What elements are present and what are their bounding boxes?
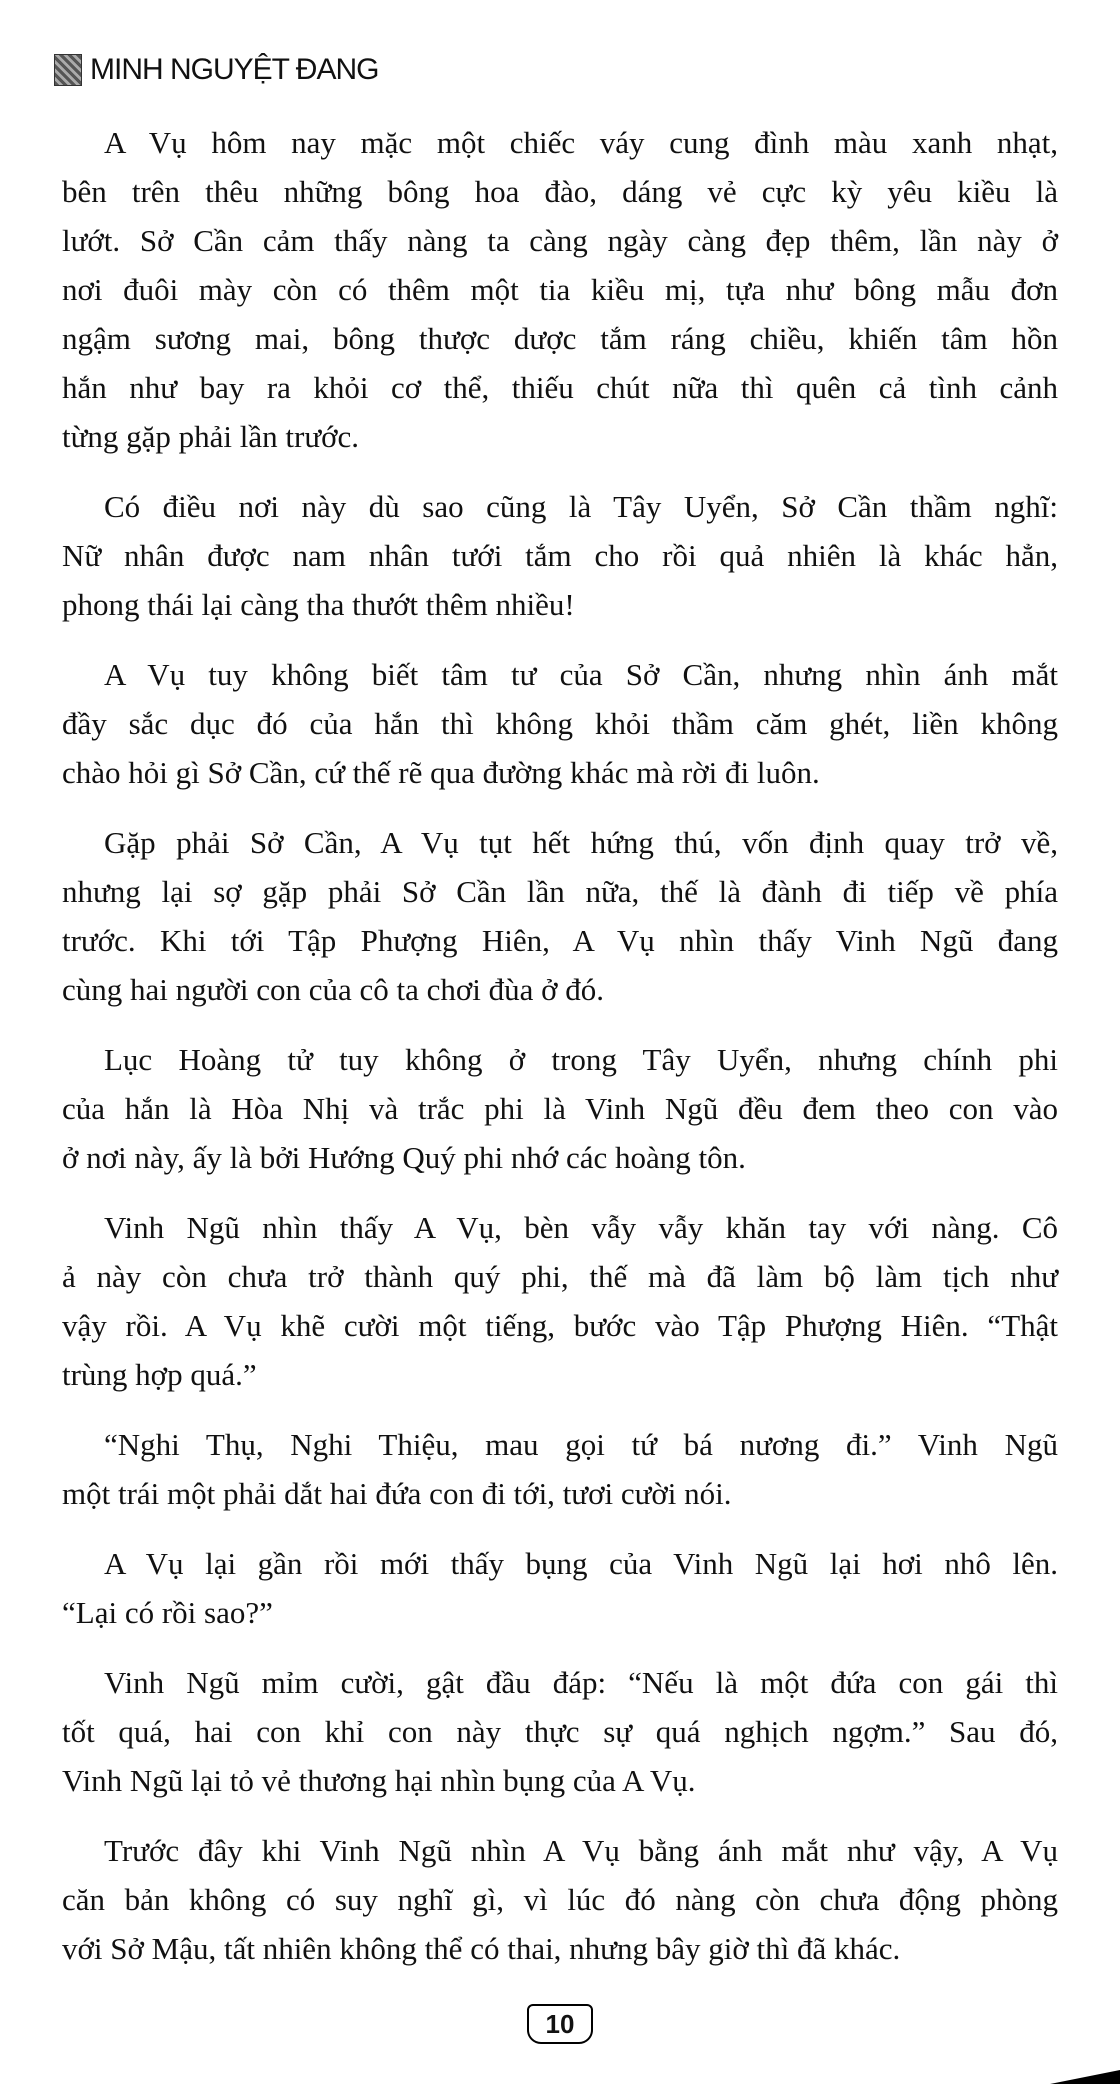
paragraph [62, 1035, 1058, 1182]
text-line: ngậm sương mai, bông thược dược tắm ráng chiều, khiến tâm hồn [62, 321, 1058, 356]
text-line: Vinh Ngũ lại tỏ vẻ thương hại nhìn bụng của A Vụ. [62, 1763, 696, 1798]
text-line: ả này còn chưa trở thành quý phi, thế mà đã làm bộ làm tịch như [62, 1259, 1058, 1294]
text-line: Trước đây khi Vinh Ngũ nhìn A Vụ bằng ánh mắt như vậy, A Vụ [104, 1833, 1058, 1868]
text-line: Có điều nơi này dù sao cũng là Tây Uyển, Sở Cần thầm nghĩ: [104, 489, 1058, 524]
text-line: “Nghi Thụ, Nghi Thiệu, mau gọi tứ bá nương đi.” Vinh Ngũ [104, 1427, 1058, 1462]
paragraph [62, 118, 1058, 461]
text-line: Vinh Ngũ mỉm cười, gật đầu đáp: “Nếu là một đứa con gái thì [104, 1665, 1058, 1700]
text-line: “Lại có rồi sao?” [62, 1595, 273, 1630]
text-line: trước. Khi tới Tập Phượng Hiên, A Vụ nhìn thấy Vinh Ngũ đang [62, 923, 1058, 958]
text-line: căn bản không có suy nghĩ gì, vì lúc đó nàng còn chưa động phòng [62, 1882, 1058, 1917]
page-number: 10 [527, 2004, 593, 2044]
text-line: cùng hai người con của cô ta chơi đùa ở đó. [62, 972, 605, 1007]
text-line: A Vụ tuy không biết tâm tư của Sở Cần, nhưng nhìn ánh mắt [104, 657, 1058, 692]
text-line: từng gặp phải lần trước. [62, 419, 360, 454]
text-line: Gặp phải Sở Cần, A Vụ tụt hết hứng thú, vốn định quay trở về, [104, 825, 1058, 860]
text-line: tốt quá, hai con khỉ con này thực sự quá nghịch ngợm.” Sau đó, [62, 1714, 1058, 1749]
paragraph [62, 1658, 1058, 1805]
text-line: nơi đuôi mày còn có thêm một tia kiều mị, tựa như bông mẫu đơn [62, 272, 1058, 307]
text-line: của hắn là Hòa Nhị và trắc phi là Vinh Ngũ đều đem theo con vào [62, 1091, 1058, 1126]
body-text [62, 118, 1058, 1994]
text-line: vậy rồi. A Vụ khẽ cười một tiếng, bước vào Tập Phượng Hiên. “Thật [62, 1308, 1058, 1343]
text-line: trùng hợp quá.” [62, 1357, 257, 1392]
text-line: lướt. Sở Cần cảm thấy nàng ta càng ngày càng đẹp thêm, lần này ở [62, 223, 1058, 258]
text-line: ở nơi này, ấy là bởi Hướng Quý phi nhớ các hoàng tôn. [62, 1140, 746, 1175]
text-line: phong thái lại càng tha thướt thêm nhiều! [62, 587, 575, 622]
paragraph [62, 1203, 1058, 1399]
text-line: đầy sắc dục đó của hắn thì không khỏi thầm căm ghét, liền không [62, 706, 1058, 741]
text-line: Nữ nhân được nam nhân tưới tắm cho rồi quả nhiên là khác hẳn, [62, 538, 1058, 573]
book-title: MINH NGUYỆT ĐANG [90, 53, 379, 86]
text-line: nhưng lại sợ gặp phải Sở Cần lần nữa, thế là đành đi tiếp về phía [62, 874, 1058, 909]
text-line: A Vụ lại gần rồi mới thấy bụng của Vinh Ngũ lại hơi nhô lên. [104, 1546, 1058, 1581]
paragraph [62, 482, 1058, 629]
running-header [54, 50, 1058, 90]
paragraph [62, 650, 1058, 797]
paragraph [62, 1826, 1058, 1973]
paragraph [62, 818, 1058, 1014]
paragraph [62, 1539, 1058, 1637]
text-line: Vinh Ngũ nhìn thấy A Vụ, bèn vẫy vẫy khăn tay với nàng. Cô [104, 1210, 1058, 1245]
text-line: với Sở Mậu, tất nhiên không thể có thai, nhưng bây giờ thì đã khác. [62, 1931, 901, 1966]
text-line: Lục Hoàng tử tuy không ở trong Tây Uyển, nhưng chính phi [104, 1042, 1058, 1077]
paragraph [62, 1420, 1058, 1518]
footer [62, 2004, 1058, 2044]
text-line: một trái một phải dắt hai đứa con đi tới, tươi cười nói. [62, 1476, 732, 1511]
text-line: A Vụ hôm nay mặc một chiếc váy cung đình màu xanh nhạt, [104, 125, 1058, 160]
book-logo-icon [54, 54, 82, 86]
text-line: hắn như bay ra khỏi cơ thể, thiếu chút nữa thì quên cả tình cảnh [62, 370, 1058, 405]
text-line: bên trên thêu những bông hoa đào, dáng vẻ cực kỳ yêu kiều là [62, 174, 1058, 209]
text-line: chào hỏi gì Sở Cần, cứ thế rẽ qua đường khác mà rời đi luôn. [62, 755, 820, 790]
